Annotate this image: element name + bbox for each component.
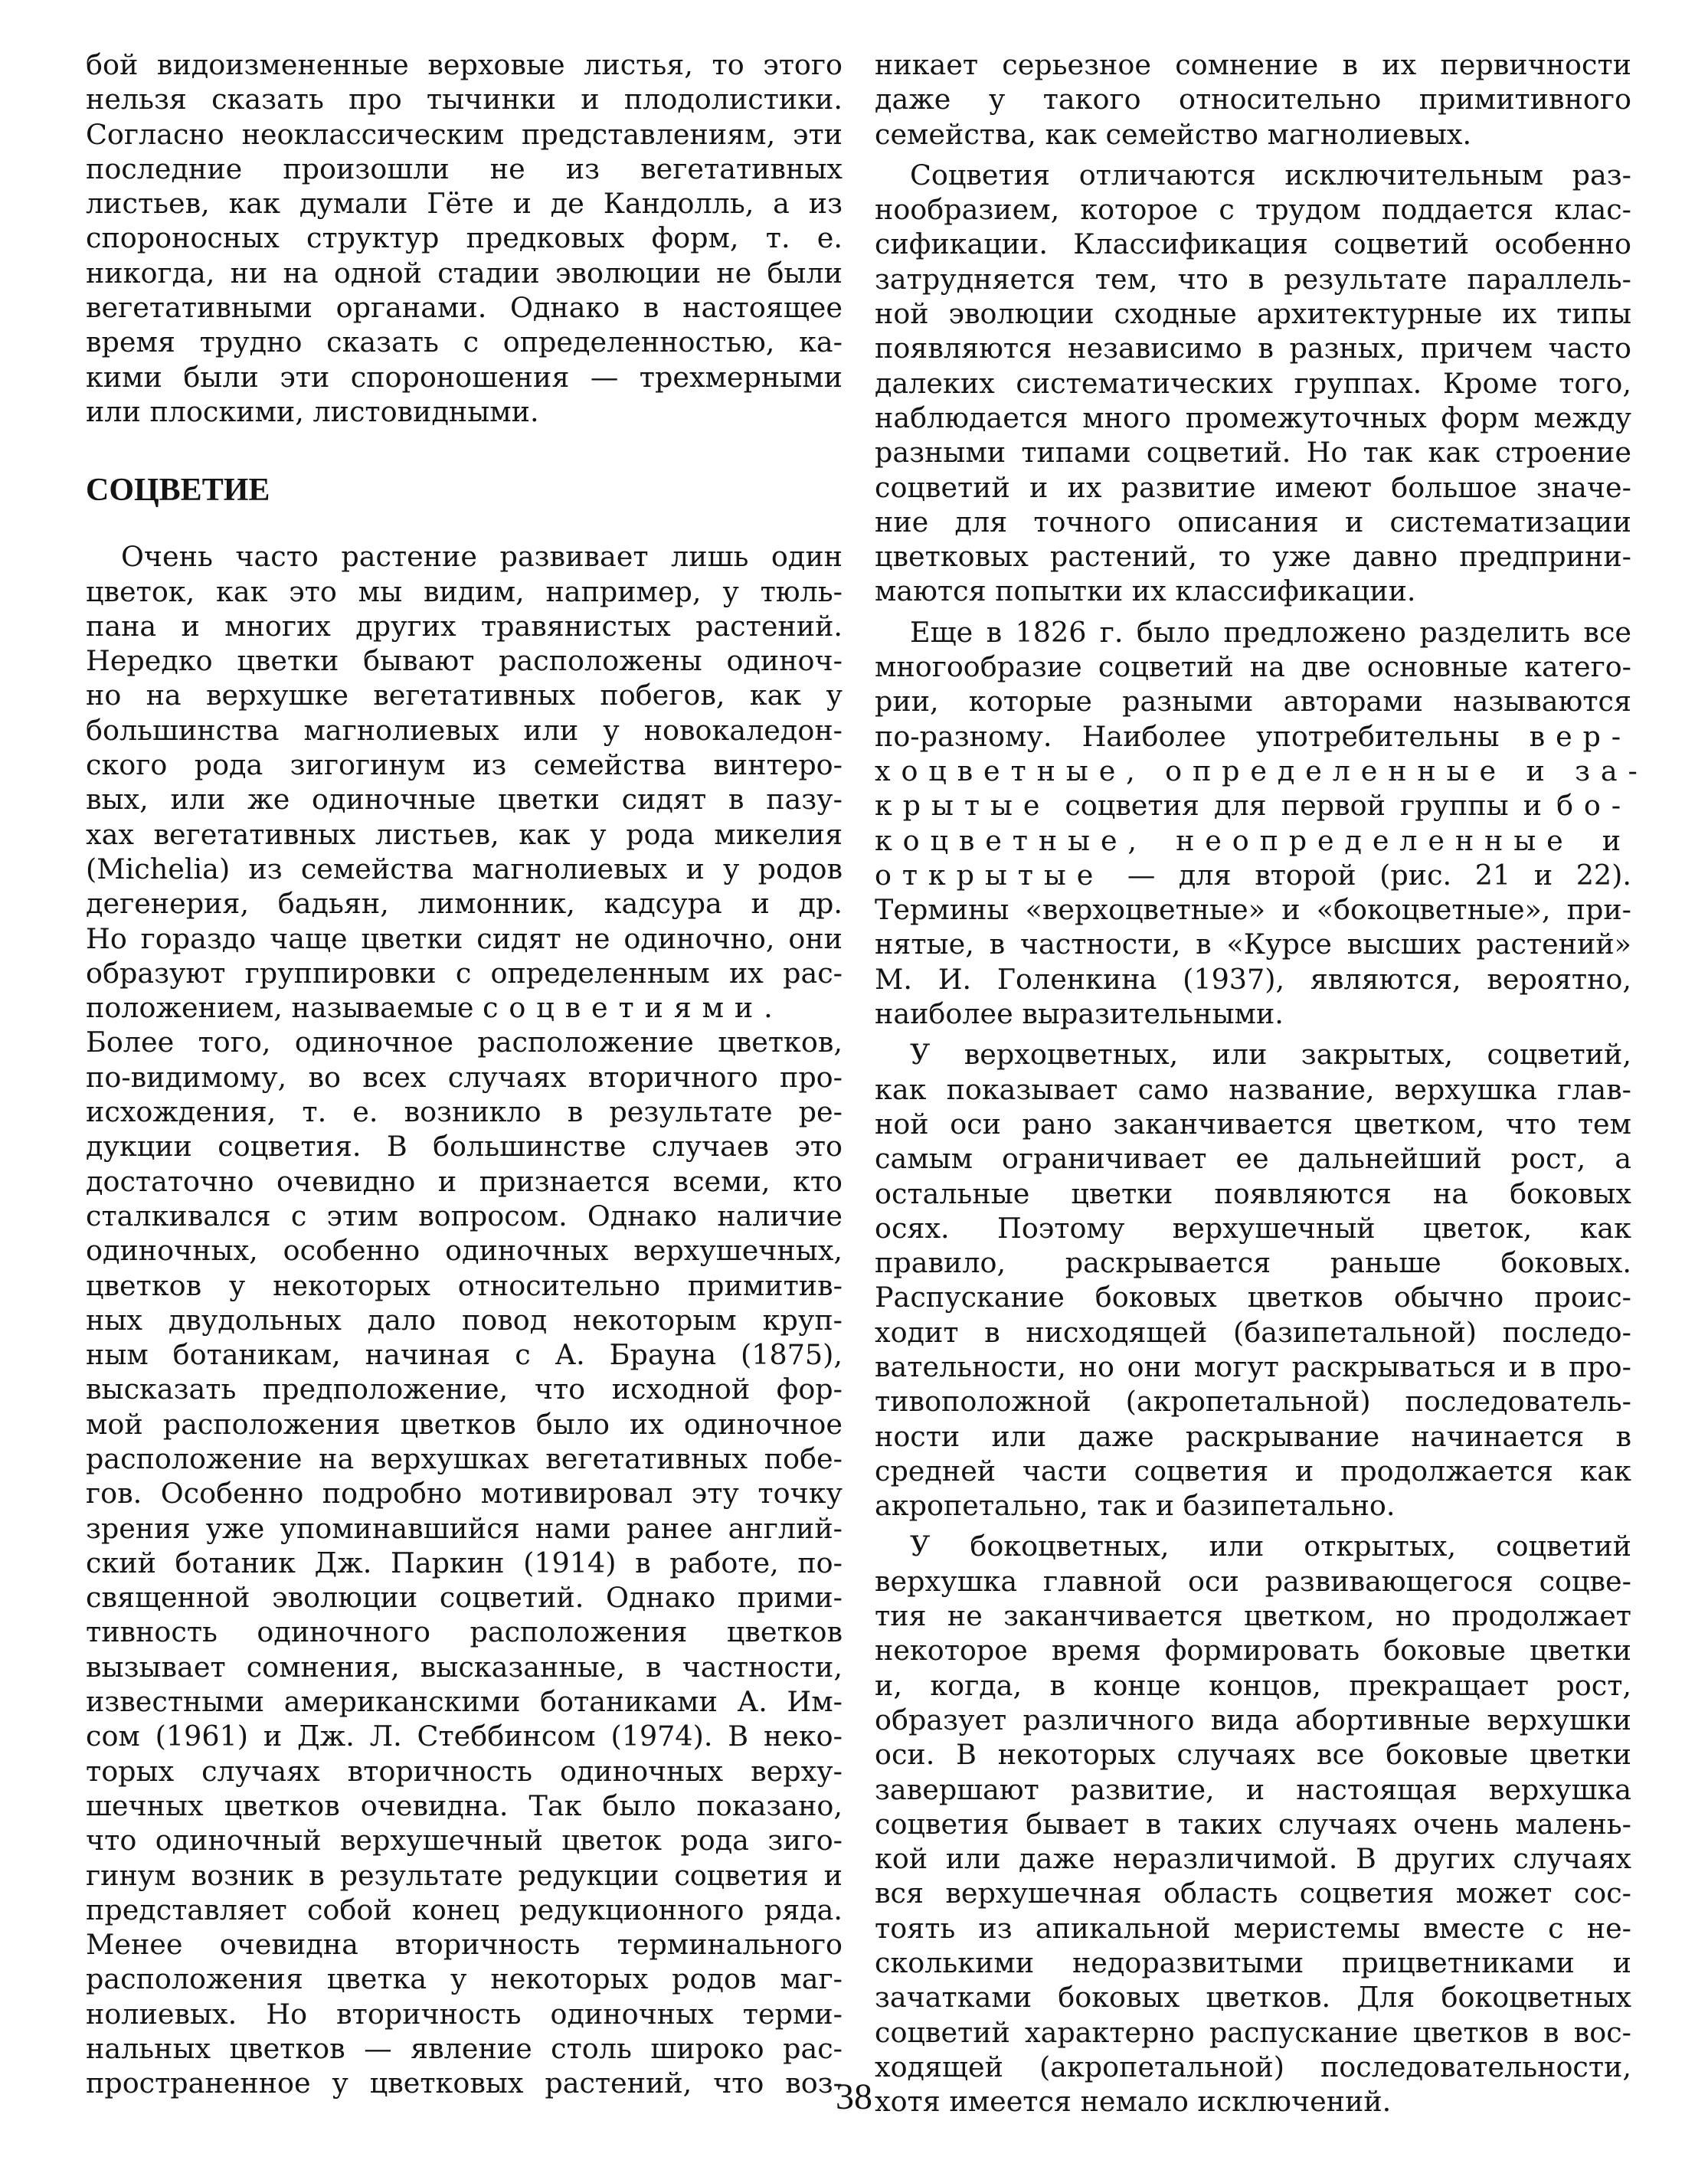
- text-line: Менее очевидна вторичность терминального: [86, 1928, 843, 1962]
- text-line: вся верхушечная область соцветия может сос-: [875, 1877, 1631, 1910]
- right-column: [875, 47, 1648, 2119]
- text-line: ние для точного описания и систематизации: [875, 505, 1631, 538]
- text-line: бой видоизмененные верховые листья, то этого: [86, 48, 843, 81]
- spaced-term: крытые: [875, 789, 1051, 823]
- text-line: акропетально, так и базипетально.: [875, 1489, 1396, 1523]
- text-line: представляет собой конец редукционного ряда.: [86, 1893, 843, 1926]
- text-line: многообразие соцветий на две основные катего-: [875, 650, 1631, 684]
- text-line: но на верхушке вегетативных побегов, как у: [86, 679, 843, 712]
- text-line: вегетативными органами. Однако в настоящее: [86, 291, 843, 325]
- text-line: пана и многих других травянистых растений.: [86, 609, 843, 643]
- text-line: даже у такого относительно примитивного: [875, 83, 1631, 116]
- section-heading: СОЦВЕТИЕ: [86, 473, 270, 509]
- text-line: известными американскими ботаниками А. Им-: [86, 1685, 843, 1719]
- text-line: нолиевых. Но вторичность одиночных терми-: [86, 1997, 843, 2031]
- text-line: нальных цветков — явление столь широко рас-: [86, 2032, 843, 2066]
- text-line: Более того, одиночное расположение цветков,: [86, 1026, 843, 1059]
- text-line: Согласно неоклассическим представлениям, эти: [86, 117, 843, 151]
- text-line: вызывает сомнения, высказанные, в частности,: [86, 1650, 843, 1684]
- text-line: тоять из апикальной меристемы вместе с не-: [875, 1911, 1631, 1945]
- text-line: У бокоцветных, или открытых, соцветий: [910, 1530, 1631, 1563]
- text-line: ходит в нисходящей (базипетальной) последо-: [875, 1315, 1631, 1349]
- text-fragment: соцветия для первой группы и: [1065, 789, 1543, 823]
- text-line: цветок, как это мы видим, например, у тюль-: [86, 574, 843, 608]
- page-number: 38: [836, 2077, 872, 2117]
- text-line: сколькими недоразвитыми прицветниками и: [875, 1946, 1631, 1980]
- text-line: нообразием, которое с трудом поддается клас-: [875, 193, 1631, 227]
- text-line: соцветий характерно распускание цветков в вос-: [875, 2015, 1631, 2049]
- spaced-term: открытые: [875, 858, 1104, 892]
- text-line: разными типами соцветий. Но так как строение: [875, 436, 1631, 470]
- text-line: последние произошли не из вегетативных: [86, 152, 843, 185]
- text-line: зачатками боковых цветков. Для бокоцветных: [875, 1981, 1631, 2014]
- text-line: наблюдается много промежуточных форм между: [875, 401, 1631, 434]
- text-line: дукции соцветия. В большинстве случаев это: [86, 1130, 843, 1164]
- text-line: тивоположной (акропетальной) последователь-: [875, 1385, 1631, 1419]
- text-line: как показывает само название, верхушка глав-: [875, 1072, 1631, 1106]
- text-line: никогда, ни на одной стадии эволюции не были: [86, 256, 843, 290]
- spaced-term: коцветные, неопределенные и: [875, 823, 1631, 857]
- paragraph-single-flowers: [86, 539, 843, 2100]
- text-line: Еще в 1826 г. было предложено разделить все: [910, 615, 1631, 649]
- text-line: соцветий и их развитие имеют большое значе-: [875, 470, 1631, 504]
- intro-paragraph: [86, 47, 843, 429]
- text-line: достаточно очевидно и признается всеми, кто: [86, 1164, 843, 1198]
- text-line: соцветия бывает в таких случаях очень малень-: [875, 1807, 1631, 1841]
- text-line: (Michelia) из семейства магнолиевых и у родов: [86, 852, 843, 885]
- text-line: Очень часто растение развивает лишь один: [121, 540, 843, 574]
- text-line: некоторое время формировать боковые цветки: [875, 1634, 1631, 1668]
- spaced-term: хоцветные, определенные и за-: [875, 754, 1648, 787]
- paragraph-open-inflorescence: [875, 1529, 1631, 2119]
- text-line: ных двудольных дало повод некоторым круп-: [86, 1303, 843, 1337]
- text-line: ский ботаник Дж. Паркин (1914) в работе, по-: [86, 1546, 843, 1579]
- paragraph-diversity: [875, 158, 1631, 609]
- text-line: У верхоцветных, или закрытых, соцветий,: [910, 1038, 1631, 1072]
- text-line: одиночных, особенно одиночных верхушечных,: [86, 1234, 843, 1268]
- text-line: вых, или же одиночные цветки сидят в пазу-: [86, 783, 843, 817]
- text-line: нятые, в частности, в «Курсе высших растений»: [875, 928, 1631, 961]
- left-column: [86, 47, 843, 2101]
- text-line: [875, 823, 1631, 858]
- text-line: завершают развитие, и настоящая верхушка: [875, 1772, 1631, 1806]
- text-line: торых случаях вторичность одиночных верху-: [86, 1754, 843, 1788]
- text-line: вательности, но они могут раскрываться и в про-: [875, 1350, 1631, 1383]
- text-line: священной эволюции соцветий. Однако прими-: [86, 1581, 843, 1615]
- text-line: [86, 990, 843, 1025]
- text-line: ной эволюции сходные архитектурные их типы: [875, 297, 1631, 331]
- text-line: нельзя сказать про тычинки и плодолистики.: [86, 83, 843, 116]
- text-line: время трудно сказать с определенностью, ка-: [86, 326, 843, 359]
- text-fragment: положением, называемые: [86, 991, 474, 1025]
- text-line: [875, 858, 1631, 892]
- paragraph-closed-inflorescence: [875, 1037, 1631, 1523]
- text-line: сификации. Классификация соцветий особенно: [875, 227, 1631, 261]
- text-line: пространенное у цветковых растений, что воз-: [86, 2067, 843, 2100]
- text-line: правило, раскрывается раньше боковых.: [875, 1246, 1631, 1280]
- text-line: маются попытки их классификации.: [875, 574, 1416, 608]
- text-line: исхождения, т. е. возникло в результате ре-: [86, 1095, 843, 1129]
- text-line: цветков у некоторых относительно примитив-: [86, 1268, 843, 1302]
- text-line: Распускание боковых цветков обычно проис-: [875, 1281, 1631, 1314]
- text-line: [875, 754, 1648, 788]
- text-line: гов. Особенно подробно мотивировал эту точку: [86, 1477, 843, 1510]
- text-line: шечных цветков очевидна. Так было показано,: [86, 1789, 843, 1822]
- text-line: по-видимому, во всех случаях вторичного про-: [86, 1060, 843, 1094]
- text-line: Соцветия отличаются исключительным раз-: [910, 158, 1631, 191]
- text-line: рии, которые разными авторами называются: [875, 685, 1631, 718]
- text-line: ным ботаникам, начиная с А. Брауна (1875),: [86, 1338, 843, 1372]
- text-line: осях. Поэтому верхушечный цветок, как: [875, 1211, 1631, 1245]
- text-line: большинства магнолиевых или у новокаледон-: [86, 713, 843, 747]
- text-line: зрения уже упоминавшийся нами ранее англий-: [86, 1511, 843, 1545]
- text-line: далеких систематических группах. Кроме того,: [875, 366, 1631, 400]
- text-line: М. И. Голенкина (1937), являются, вероятно,: [875, 962, 1631, 996]
- text-line: оси. В некоторых случаях все боковые цветки: [875, 1738, 1631, 1772]
- text-line: никает серьезное сомнение в их первичности: [875, 48, 1631, 81]
- text-line: мой расположения цветков было их одиночное: [86, 1407, 843, 1441]
- paragraph-categories: [875, 615, 1648, 1032]
- text-line: наиболее выразительными.: [875, 997, 1284, 1031]
- text-line: ходящей (акропетальной) последовательности,: [875, 2050, 1631, 2083]
- text-line: хотя имеется немало исключений.: [875, 2085, 1392, 2119]
- text-line: Но гораздо чаще цветки сидят не одиночно, они: [86, 921, 843, 955]
- text-line: цветковых растений, то уже давно предприни-: [875, 540, 1631, 574]
- text-line: самым ограничивает ее дальнейший рост, а: [875, 1142, 1631, 1176]
- text-line: хах вегетативных листьев, как у рода микелия: [86, 817, 843, 851]
- text-line: листьев, как думали Гёте и де Кандолль, а из: [86, 187, 843, 221]
- text-line: гинум возник в результате редукции соцветия и: [86, 1858, 843, 1892]
- spaced-term: бо-: [1556, 789, 1631, 823]
- text-line: [875, 719, 1631, 754]
- text-fragment: по-разному. Наиболее употребительны: [875, 719, 1500, 753]
- text-line: и, когда, в конце концов, прекращает рост,: [875, 1668, 1631, 1702]
- text-line: образуют группировки с определенным их рас-: [86, 956, 843, 990]
- text-line: верхушка главной оси развивающегося соцве-: [875, 1564, 1631, 1598]
- text-line: тия не заканчивается цветком, но продолжает: [875, 1599, 1631, 1633]
- text-line: средней части соцветия и продолжается как: [875, 1454, 1631, 1488]
- text-line: высказать предположение, что исходной фор-: [86, 1373, 843, 1406]
- spaced-term: вер-: [1529, 719, 1631, 753]
- text-line: семейства, как семейство магнолиевых.: [875, 117, 1472, 151]
- text-line: затрудняется тем, что в результате параллель-: [875, 262, 1631, 296]
- spaced-term: соцветиями.: [483, 991, 784, 1025]
- text-line: остальные цветки появляются на боковых: [875, 1177, 1631, 1210]
- continued-paragraph: [875, 47, 1631, 152]
- text-line: тивность одиночного расположения цветков: [86, 1615, 843, 1649]
- text-line: расположения цветка у некоторых родов маг-: [86, 1962, 843, 1996]
- text-line: кой или даже неразличимой. В других случаях: [875, 1842, 1631, 1876]
- text-line: или плоскими, листовидными.: [86, 394, 539, 428]
- text-line: ности или даже раскрывание начинается в: [875, 1419, 1631, 1453]
- text-line: образует различного вида абортивные верхушки: [875, 1703, 1631, 1736]
- text-line: дегенерия, бадьян, лимонник, кадсура и др.: [86, 887, 843, 921]
- text-line: [875, 788, 1631, 823]
- text-line: ского рода зигогинум из семейства винтеро-: [86, 748, 843, 782]
- text-line: спороносных структур предковых форм, т. е.: [86, 221, 843, 255]
- text-line: сом (1961) и Дж. Л. Стеббинсом (1974). В неко-: [86, 1720, 843, 1753]
- text-line: появляются независимо в разных, причем часто: [875, 332, 1631, 365]
- text-line: что одиночный верхушечный цветок рода зиго-: [86, 1824, 843, 1857]
- text-line: Термины «верхоцветные» и «бокоцветные», при-: [875, 893, 1631, 927]
- text-fragment: — для второй (рис. 21 и 22).: [1127, 858, 1631, 892]
- text-line: ной оси рано заканчивается цветком, что тем: [875, 1107, 1631, 1141]
- text-line: расположение на верхушках вегетативных побе-: [86, 1442, 843, 1475]
- text-line: кими были эти спороношения — трехмерными: [86, 360, 843, 394]
- text-line: Нередко цветки бывают расположены одиноч-: [86, 644, 843, 678]
- text-line: сталкивался с этим вопросом. Однако наличие: [86, 1199, 843, 1232]
